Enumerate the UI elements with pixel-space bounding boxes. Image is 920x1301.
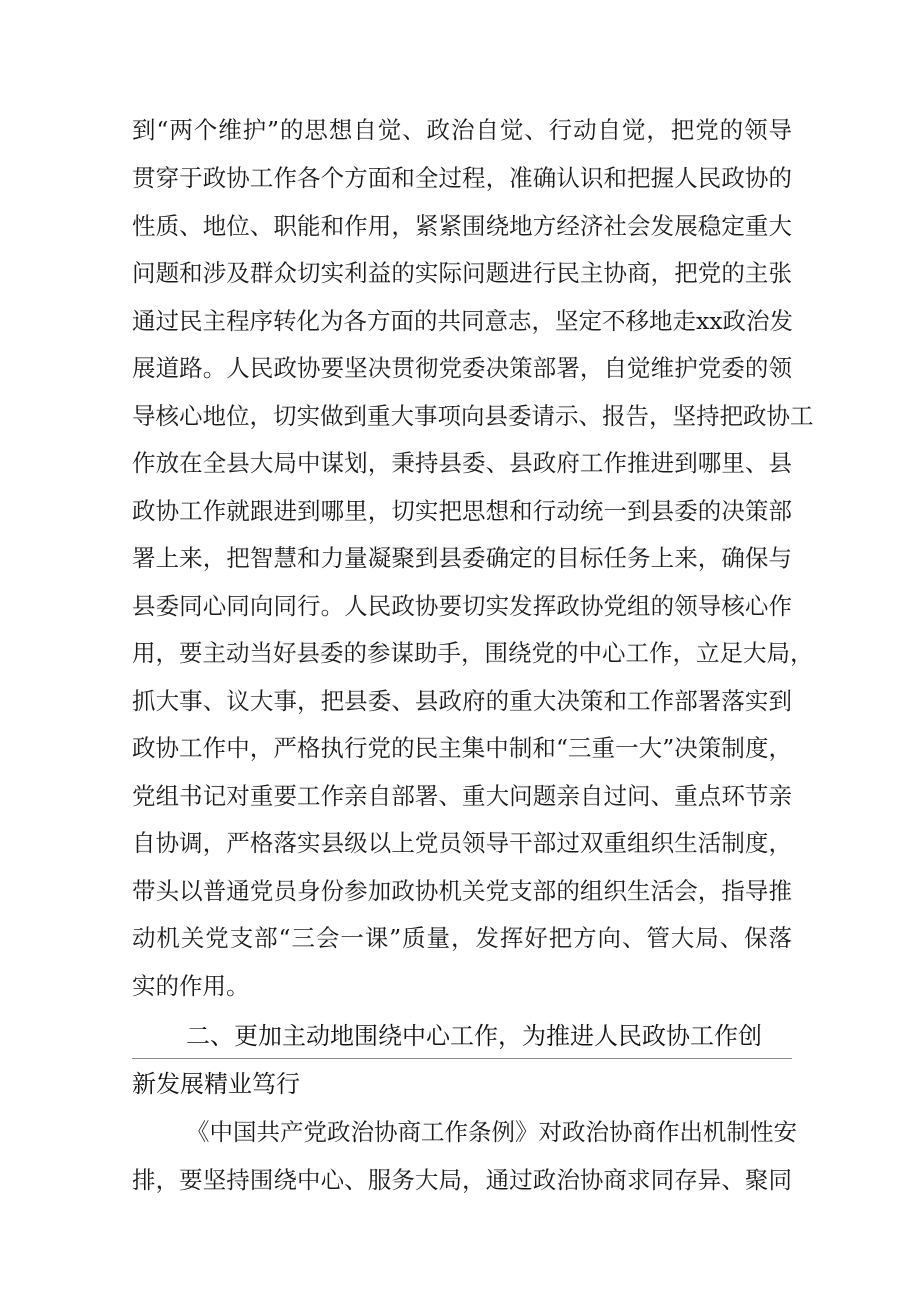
text-line: 通过民主程序转化为各方面的共同意志，坚定不移地走xx政治发 (132, 307, 794, 335)
text-line: 到“两个维护”的思想自觉、政治自觉、行动自觉，把党的领导 (132, 116, 792, 144)
text-line: 问题和涉及群众切实利益的实际问题进行民主协商，把党的主张 (132, 259, 792, 287)
section-heading: 二、更加主动地围绕中心工作，为推进人民政协工作创 (186, 1022, 762, 1050)
text-line: 动机关党支部“三会一课”质量，发挥好把方向、管大局、保落 (132, 924, 792, 952)
text-line: 政协工作就跟进到哪里，切实把思想和行动统一到县委的决策部 (132, 497, 792, 525)
text-line: 导核心地位，切实做到重大事项向县委请示、报告，坚持把政协工 (132, 402, 814, 430)
text-line: 贯穿于政协工作各个方面和全过程，准确认识和把握人民政协的 (132, 164, 792, 192)
text-line: 性质、地位、职能和作用，紧紧围绕地方经济社会发展稳定重大 (132, 212, 792, 240)
text-line: 带头以普通党员身份参加政协机关党支部的组织生活会，指导推 (132, 877, 792, 905)
text-line: 实的作用。 (132, 972, 250, 1000)
text-line: 《中国共产党政治协商工作条例》对政治协商作出机制性安 (186, 1118, 797, 1146)
text-line: 抓大事、议大事，把县委、县政府的重大决策和工作部署落实到 (132, 687, 792, 715)
text-line: 作放在全县大局中谋划，秉持县委、县政府工作推进到哪里、县 (132, 449, 792, 477)
text-line: 党组书记对重要工作亲自部署、重大问题亲自过问、重点环节亲 (132, 782, 792, 810)
text-line: 署上来，把智慧和力量凝聚到县委确定的目标任务上来，确保与 (132, 544, 792, 572)
heading-divider (132, 1058, 792, 1059)
text-line: 自协调，严格落实县级以上党员领导干部过双重组织生活制度， (132, 829, 792, 857)
text-line: 排，要坚持围绕中心、服务大局，通过政治协商求同存异、聚同 (132, 1166, 792, 1194)
text-line: 用，要主动当好县委的参谋助手，围绕党的中心工作，立足大局， (132, 639, 814, 667)
text-line: 县委同心同向同行。人民政协要切实发挥政协党组的领导核心作 (132, 592, 792, 620)
text-line: 展道路。人民政协要坚决贯彻党委决策部署，自觉维护党委的领 (132, 354, 792, 382)
section-heading-continued: 新发展精业笃行 (132, 1070, 300, 1098)
text-line: 政协工作中，严格执行党的民主集中制和“三重一大”决策制度， (132, 734, 792, 762)
